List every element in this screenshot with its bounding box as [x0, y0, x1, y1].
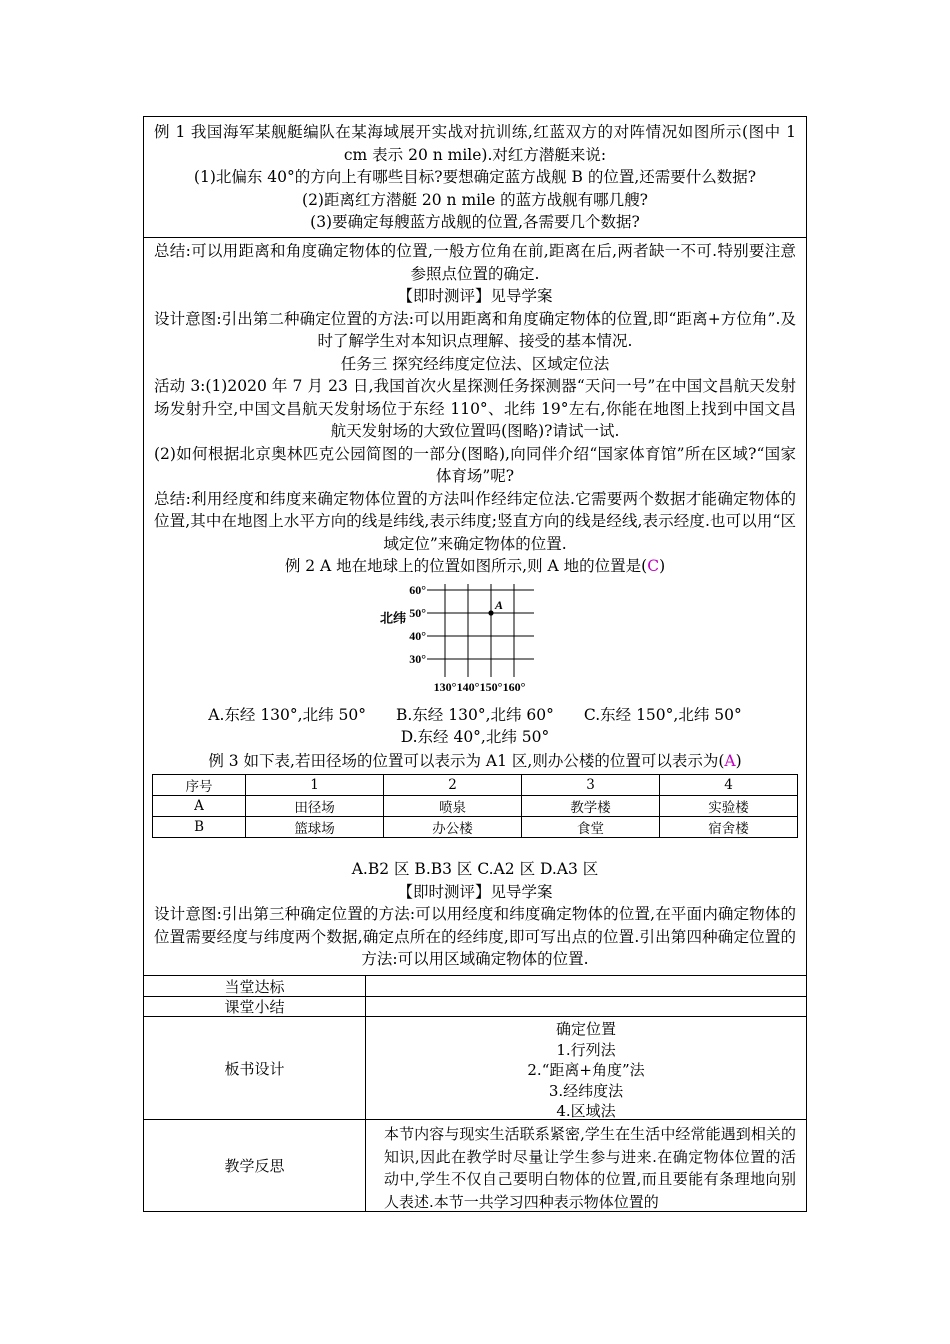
lat-long-chart-wrap	[144, 580, 806, 704]
point-a-label: A	[495, 597, 504, 612]
example2-options	[144, 704, 806, 748]
point-a-marker	[488, 610, 493, 615]
table-cell: 田径场	[246, 796, 384, 817]
table-cell: 喷泉	[384, 796, 522, 817]
table-header-cell: 2	[384, 775, 522, 796]
example3-options: A.B2 区 B.B3 区 C.A2 区 D.A3 区	[351, 860, 599, 878]
example2-option-c: C.东经 150°,北纬 50°	[583, 705, 742, 724]
table-cell: 实验楼	[659, 796, 797, 817]
x-tick-label: 140°	[456, 679, 480, 694]
board-design-content	[366, 1017, 806, 1120]
example2-stem: 例 2 A 地在地球上的位置如图所示,则 A 地的位置是(	[284, 557, 648, 575]
board-line: 确定位置	[555, 1020, 616, 1038]
example1-box	[143, 116, 807, 237]
row-label-summary: 课堂小结	[144, 997, 366, 1017]
table-cell: 食堂	[522, 817, 660, 838]
example1-q1: (1)北偏东 40°的方向上有哪些目标?要想确定蓝方战舰 B 的位置,还需要什么数据?	[193, 168, 757, 186]
row-content-summary	[366, 997, 806, 1017]
table-header-cell: 序号	[153, 775, 246, 796]
table-cell: B	[153, 817, 246, 838]
example2-text	[144, 555, 806, 578]
example2-close: )	[659, 557, 666, 575]
example2-option-d: D.东经 40°,北纬 50°	[400, 727, 550, 746]
table-header-cell: 4	[659, 775, 797, 796]
row-label-practice: 当堂达标	[144, 976, 366, 997]
y-tick-label: 60°	[409, 582, 426, 597]
table-cell: 篮球场	[246, 817, 384, 838]
example3-close: )	[735, 751, 742, 770]
table-cell: 办公楼	[384, 817, 522, 838]
lesson-summary-grid	[143, 976, 807, 1212]
y-tick-label: 30°	[409, 651, 426, 666]
activity3-part1: 活动 3:(1)2020 年 7 月 23 日,我国首次火星探测任务探测器“天问一号”在中国文昌航天发射场发射升空,中国文昌航天发射场位于东经 110°、北纬 19°左右,你能在地图上找到中国文昌航天发射场的大致位置吗(图略)?请试一试.	[154, 377, 796, 440]
board-line: 2.“距离+角度”法	[527, 1061, 645, 1079]
summary2: 总结:利用经度和纬度来确定物体位置的方法叫作经纬定位法.它需要两个数据才能确定物体的位置,其中在地图上水平方向的线是纬线,表示纬度;竖直方向的线是经线,表示经度.也可以用“区域定位”来确定物体的位置.	[154, 489, 796, 553]
example1-q3: (3)要确定每艘蓝方战舰的位置,各需要几个数据?	[310, 213, 640, 231]
table-header-cell: 3	[522, 775, 660, 796]
example2-option-a: A.东经 130°,北纬 50°	[208, 705, 366, 724]
example3-text	[144, 750, 806, 773]
reflection-text: 本节内容与现实生活联系紧密,学生在生活中经常能遇到相关的知识,因此在教学时尽量让学生参与进来.在确定物体位置的活动中,学生不仅自己要明白物体的位置,而且要能有条理地向别人表述.本节一共学习四种表示物体位置的	[366, 1120, 806, 1212]
lat-long-grid-chart	[375, 580, 575, 704]
table-cell: 教学楼	[522, 796, 660, 817]
main-content-box	[143, 237, 807, 976]
x-tick-label: 150°	[479, 679, 503, 694]
board-line: 3.经纬度法	[548, 1081, 624, 1100]
row-label-reflection: 教学反思	[144, 1120, 366, 1212]
y-tick-label: 50°	[409, 605, 426, 620]
board-line: 1.行列法	[556, 1040, 616, 1059]
example2-answer: C	[647, 557, 660, 575]
campus-table	[152, 774, 798, 838]
x-tick-label: 160°	[502, 679, 526, 694]
table-cell: 宿舍楼	[659, 817, 797, 838]
example3-answer: A	[724, 751, 736, 770]
table-row	[153, 796, 798, 817]
summary1: 总结:可以用距离和角度确定物体的位置,一般方位角在前,距离在后,两者缺一不可.特别要注意参照点位置的确定.	[154, 242, 796, 283]
activity3-part2: (2)如何根据北京奥林匹克公园简图的一部分(图略),向同伴介绍“国家体育馆”所在区域?“国家体育场”呢?	[154, 444, 796, 485]
design1: 设计意图:引出第二种确定位置的方法:可以用距离和角度确定物体的位置,即“距离+方位角”.及时了解学生对本知识点理解、接受的基本情况.	[154, 309, 796, 350]
row-label-board: 板书设计	[144, 1017, 366, 1120]
lesson-page	[143, 116, 807, 1212]
row-content-practice	[366, 976, 806, 997]
design2: 设计意图:引出第三种确定位置的方法:可以用经度和纬度确定物体的位置,在平面内确定物体的位置需要经度与纬度两个数据,确定点所在的经纬度,即可写出点的位置.引出第四种确定位置的方法:可以用区域确定物体的位置.	[154, 905, 796, 968]
example1-q2: (2)距离红方潜艇 20 n mile 的蓝方战舰有哪几艘?	[302, 190, 648, 209]
quiz1: 【即时测评】见导学案	[397, 287, 553, 305]
y-tick-label: 40°	[409, 628, 426, 643]
example2-option-b: B.东经 130°,北纬 60°	[395, 705, 554, 724]
table-cell: A	[153, 796, 246, 817]
quiz2: 【即时测评】见导学案	[397, 882, 553, 901]
board-line: 4.区域法	[556, 1102, 616, 1120]
task3-heading: 任务三 探究经纬度定位法、区域定位法	[340, 354, 610, 373]
table-header-cell: 1	[246, 775, 384, 796]
example1-text: 例 1 我国海军某舰艇编队在某海域展开实战对抗训练,红蓝双方的对阵情况如图所示(图中 1 cm 表示 20 n mile).对红方潜艇来说:	[154, 123, 796, 164]
example3-stem: 例 3 如下表,若田径场的位置可以表示为 A1 区,则办公楼的位置可以表示为(	[208, 751, 725, 770]
table-row	[153, 817, 798, 838]
table-header-row	[153, 775, 798, 796]
y-axis-label: 北纬	[380, 611, 407, 626]
x-tick-label: 130°	[433, 679, 457, 694]
